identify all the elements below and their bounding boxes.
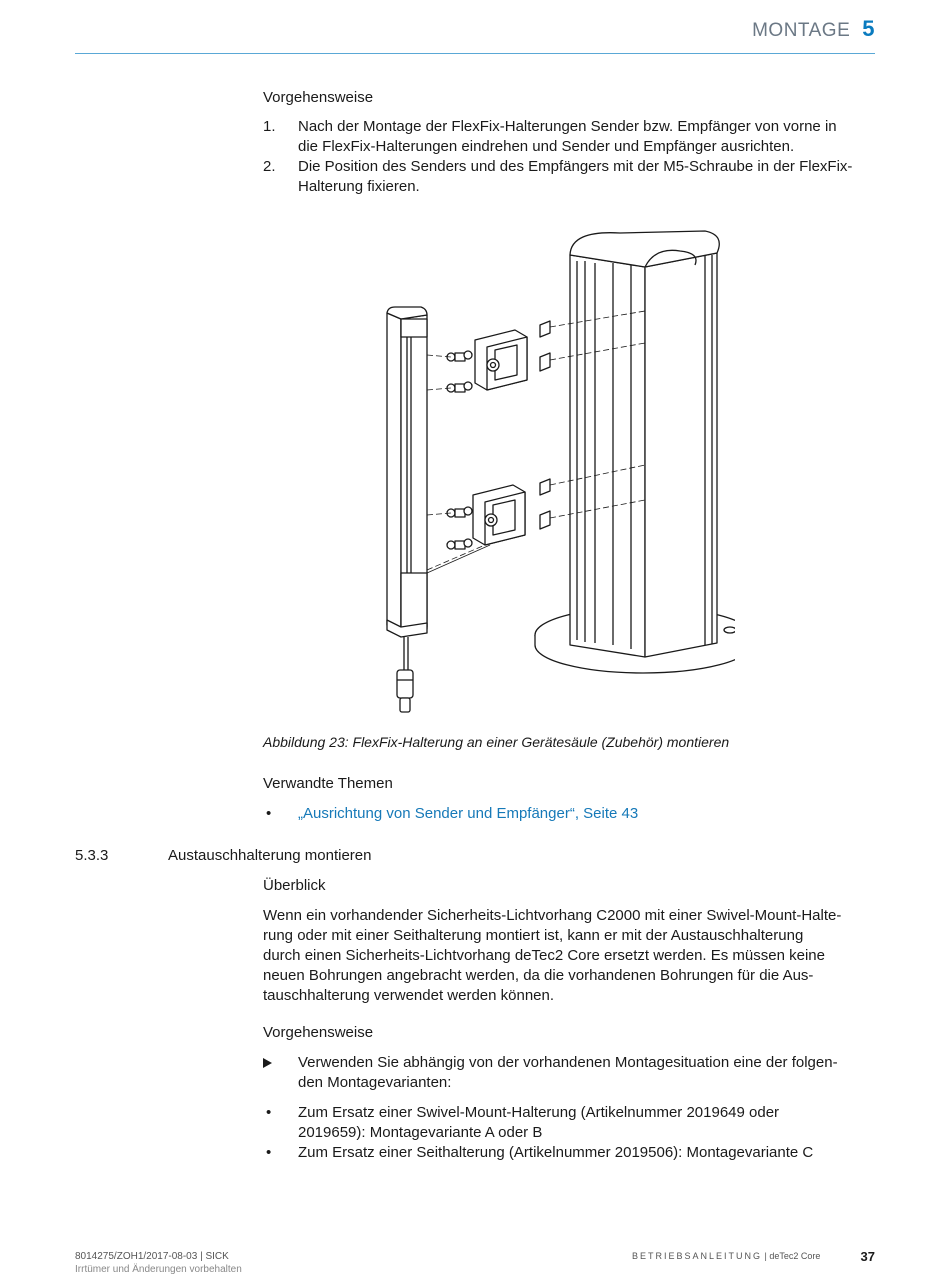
action-step [263,1053,875,1093]
manual-label: BETRIEBSANLEITUNG [632,1251,763,1261]
variant-item [263,1143,875,1163]
bullet: • [266,805,272,822]
overview-heading: Überblick [263,877,326,894]
variant-line: 2019659): Montagevariante A oder B [298,1124,543,1141]
overview-block [263,876,875,1006]
figure-caption: Abbildung 23: FlexFix-Halterung an einer Gerätesäule (Zubehör) montieren [263,734,730,750]
procedure-heading: Vorgehensweise [263,1024,374,1041]
variant-line: Zum Ersatz einer Seithalterung (Artikelnummer 2019506): Montagevariante C [298,1144,814,1161]
bullet: • [266,1104,272,1121]
step-number: 2. [263,158,276,175]
header-rule [75,53,875,54]
footer-manual [632,1251,820,1261]
overview-line: Wenn ein vorhandender Sicherheits-Lichtvorhang C2000 mit einer Swivel-Mount-Halte- [263,907,842,924]
related-item [263,804,875,824]
disclaimer: Irrtümer und Änderungen vorbehalten [75,1264,242,1275]
step-text-line: Die Position des Senders und des Empfängers mit der M5-Schraube in der FlexFix- [298,158,853,175]
action-line: Verwenden Sie abhängig von der vorhandenen Montagesituation eine der folgen- [298,1054,838,1071]
running-header [752,16,875,42]
related-heading: Verwandte Themen [263,775,393,792]
product-name: deTec2 Core [769,1251,821,1261]
variant-item [263,1103,875,1143]
step-text-line: Nach der Montage der FlexFix-Halterungen Sender bzw. Empfänger von vorne in [298,118,837,135]
procedure-heading: Vorgehensweise [263,89,374,106]
footer-separator: | [762,1251,770,1261]
procedure-block [263,88,875,197]
action-arrow-icon [263,1058,272,1068]
flexfix-mounting-illustration [355,225,735,720]
overview-line: rung oder mit einer Seithalterung montiert ist, kann er mit der Austauschhalterung [263,927,804,944]
variant-line: Zum Ersatz einer Swivel-Mount-Halterung (Artikelnummer 2019649 oder [298,1104,780,1121]
procedure-block-2 [263,1023,875,1163]
overview-line: durch einen Sicherheits-Lichtvorhang deTec2 Core ersetzt werden. Es müssen keine [263,947,825,964]
section-number: 5.3.3 [75,847,109,864]
step-text-line: Halterung fixieren. [298,178,420,195]
related-link[interactable]: „Ausrichtung von Sender und Empfänger“, Seite 43 [298,805,639,822]
doc-id: 8014275/ZOH1/2017-08-03 | SICK [75,1251,229,1262]
step-item [263,157,875,197]
variant-list [263,1103,875,1163]
action-line: den Montagevarianten: [298,1074,452,1091]
footer-left [75,1250,242,1276]
section-title: Austauschhalterung montieren [168,847,372,864]
overview-line: tauschhalterung verwendet werden können. [263,987,555,1004]
bullet: • [266,1144,272,1161]
step-number: 1. [263,118,276,135]
overview-line: neuen Bohrungen angebracht werden, da die vorhandenen Bohrungen für die Aus- [263,967,814,984]
related-topics [263,774,875,824]
procedure-steps [263,117,875,197]
page-number: 37 [860,1249,875,1264]
overview-paragraph [263,906,875,1006]
related-list [263,804,875,824]
step-item [263,117,875,157]
chapter-number: 5 [862,16,875,41]
header-title: MONTAGE [752,20,851,41]
step-text-line: die FlexFix-Halterungen eindrehen und Sender und Empfänger ausrichten. [298,138,795,155]
